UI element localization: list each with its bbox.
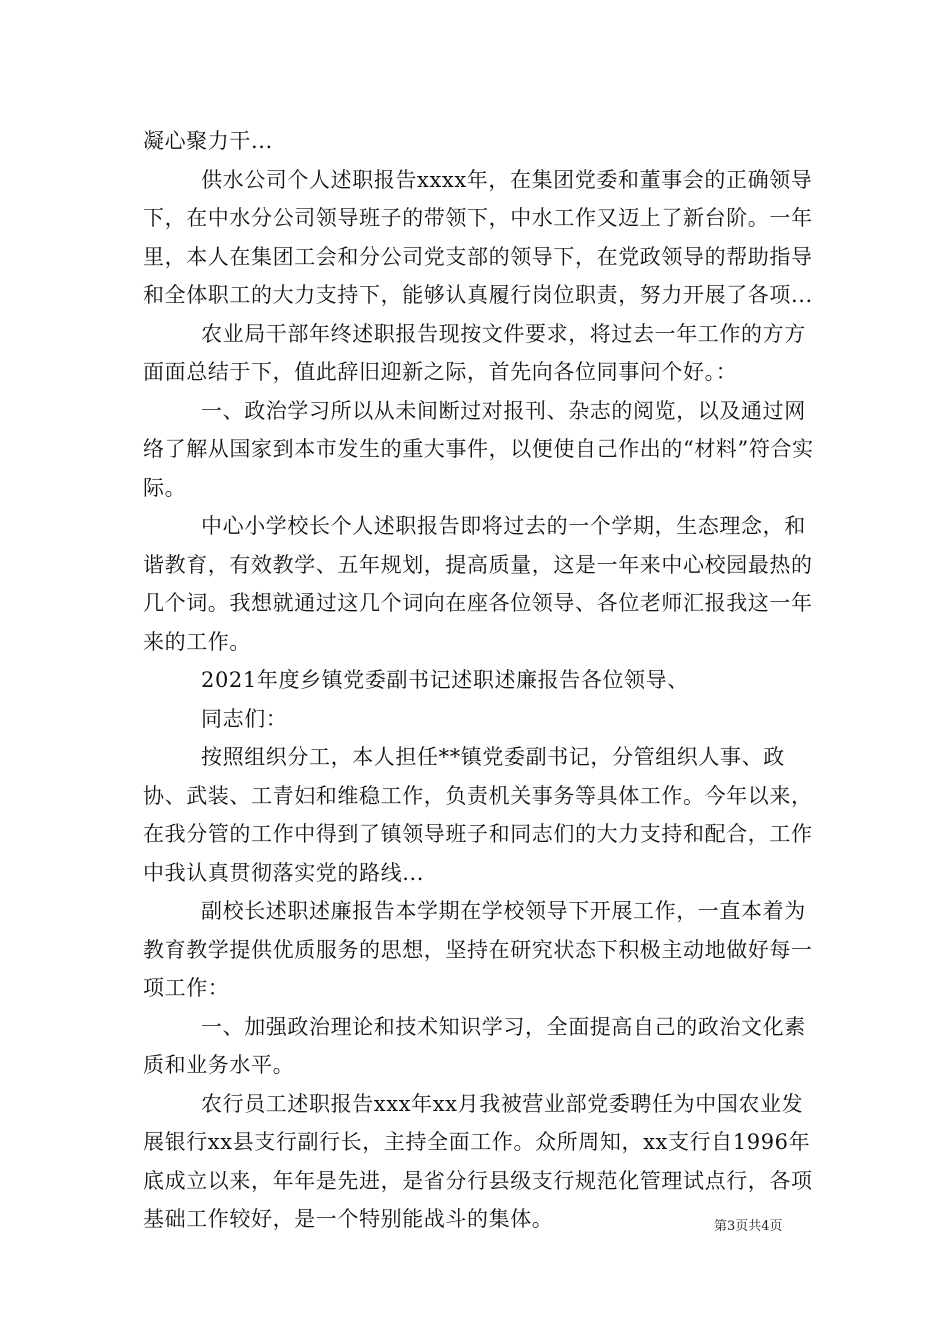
paragraph-theory-study: 一、加强政治理论和技术知识学习，全面提高自己的政治文化素质和业务水平。 — [143, 1014, 806, 1077]
paragraph-bank-employee-report: 农行员工述职报告xxx年xx月我被营业部党委聘任为中国农业发展银行xx县支行副行长，主持全面工作。众所周知，xx支行自1996年底成立以来，年年是先进，是省分行县级支行规范化管理试点行，各项基础工作较好，是一个特别能战斗的集体。 — [143, 1091, 813, 1231]
document-body — [143, 122, 815, 1239]
paragraph-vice-principal-report: 副校长述职述廉报告本学期在学校领导下开展工作，一直本着为教育教学提供优质服务的思想，坚持在研究状态下积极主动地做好每一项工作： — [143, 899, 813, 1000]
paragraph-greeting: 同志们： — [201, 706, 288, 731]
paragraph-continuation: 凝心聚力干... — [143, 129, 273, 153]
page-number: 第3页共4页 — [714, 1219, 783, 1234]
paragraph-deputy-secretary-body: 按照组织分工，本人担任**镇党委副书记，分管组织人事、政协、武装、工青妇和维稳工作，负责机关事务等具体工作。今年以来，在我分管的工作中得到了镇领导班子和同志们的大力支持和配合，工作中我认真贯彻落实党的路线... — [143, 745, 813, 885]
paragraph-political-study: 一、政治学习所以从未间断过对报刊、杂志的阅览，以及通过网络了解从国家到本市发生的重大事件，以便使自己作出的“材料”符合实际。 — [143, 398, 814, 500]
paragraph-deputy-secretary-title: 2021年度乡镇党委副书记述职述廉报告各位领导、 — [201, 668, 689, 692]
paragraph-agriculture-bureau-report: 农业局干部年终述职报告现按文件要求，将过去一年工作的方方面面总结于下，值此辞旧迎新之际，首先向各位同事问个好。： — [143, 321, 806, 384]
paragraph-water-company-report: 供水公司个人述职报告xxxx年，在集团党委和董事会的正确领导下，在中水分公司领导班子的带领下，中水工作又迈上了新台阶。一年里，本人在集团工会和分公司党支部的领导下，在党政领导的帮助指导和全体职工的大力支持下，能够认真履行岗位职责，努力开展了各项... — [143, 167, 813, 307]
paragraph-principal-report: 中心小学校长个人述职报告即将过去的一个学期，生态理念，和谐教育，有效教学、五年规划，提高质量，这是一年来中心校园最热的几个词。我想就通过这几个词向在座各位领导、各位老师汇报我这一年来的工作。 — [143, 514, 813, 654]
